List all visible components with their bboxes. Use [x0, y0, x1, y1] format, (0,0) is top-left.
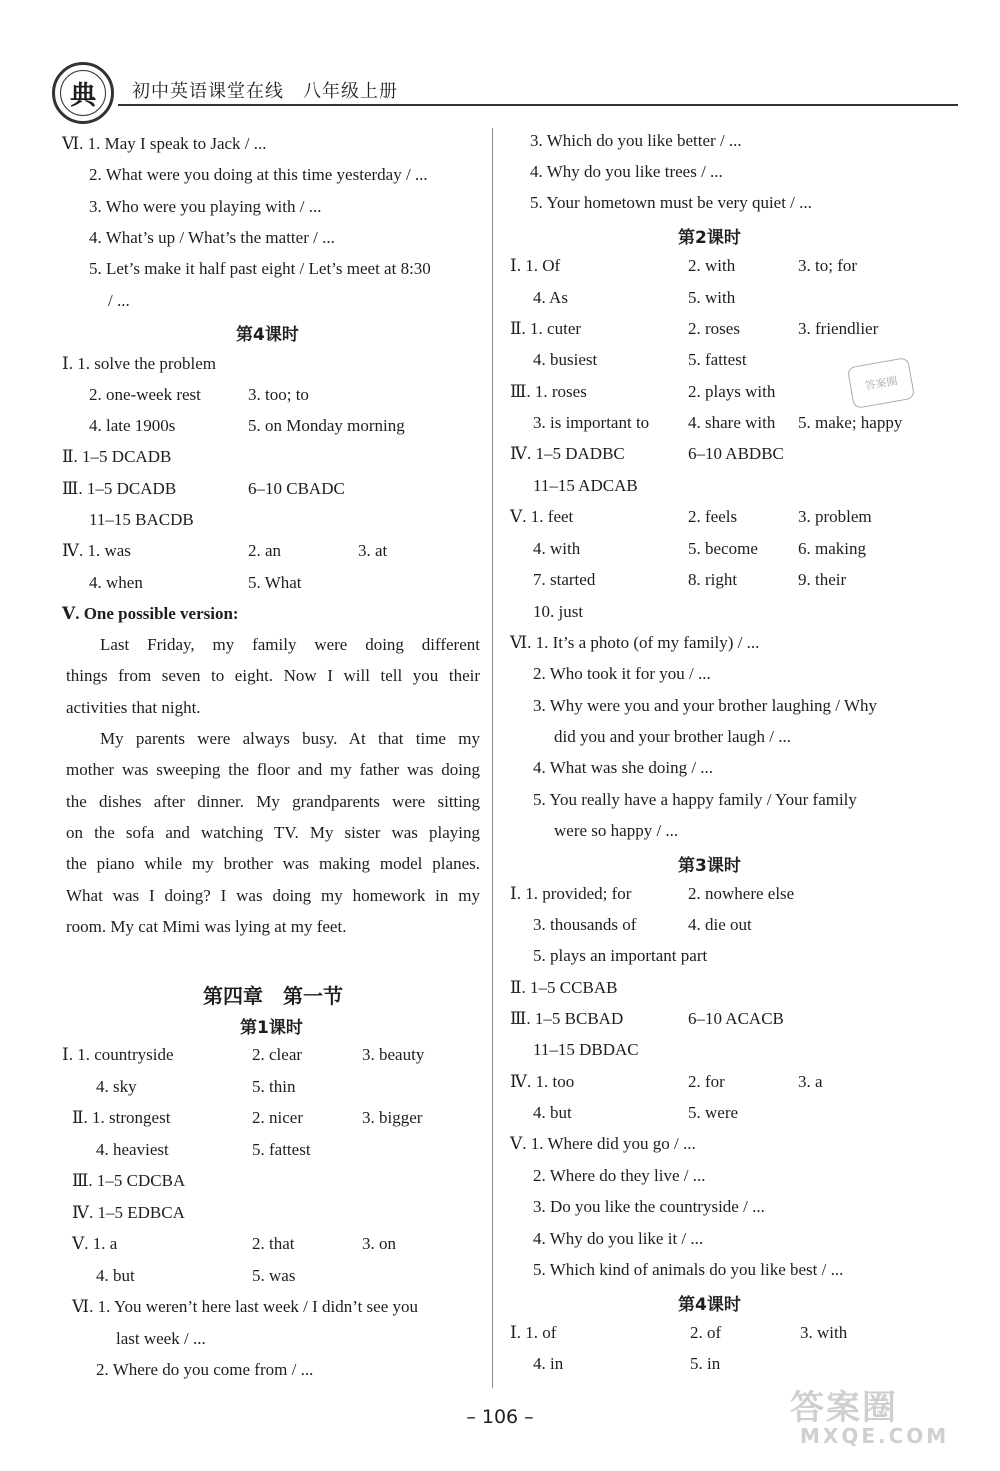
answer-cell: 2. an — [248, 541, 282, 560]
answer-line: 5. You really have a happy family / Your family — [533, 790, 857, 809]
page-number: – 106 – — [466, 1406, 534, 1428]
answer-cell: 2. with — [688, 256, 736, 275]
answer-cell: Ⅰ. 1. provided; for — [510, 884, 632, 903]
answer-cell: 4. die out — [688, 915, 752, 934]
answer-cell: 2. clear — [252, 1045, 303, 1064]
answer-line: were so happy / ... — [554, 821, 679, 840]
answer-line: Ⅱ. 1–5 CCBAB — [510, 978, 618, 997]
lesson-heading: 第1课时 — [240, 1018, 303, 1038]
answer-line: 3. Which do you like better / ... — [530, 131, 742, 150]
answer-line: 5. Your hometown must be very quiet / ... — [530, 193, 812, 212]
answer-cell: 6. making — [798, 539, 866, 558]
essay-line: Last Friday, my family were doing different — [100, 635, 480, 654]
lesson-heading: 第4课时 — [236, 325, 299, 345]
answer-line: 2. Where do you come from / ... — [96, 1360, 314, 1379]
answer-line: 3. Why were you and your brother laughing / Why — [533, 696, 878, 715]
answer-cell: 2. that — [252, 1234, 295, 1253]
answer-cell: 5. fattest — [252, 1140, 311, 1159]
answer-cell: 5. fattest — [688, 350, 747, 369]
answer-line: 11–15 ADCAB — [533, 476, 638, 495]
answer-cell: 5. become — [688, 539, 758, 558]
answer-line: 5. Let’s make it half past eight / Let’s meet at 8:30 — [89, 259, 431, 278]
answer-cell: 4. heaviest — [96, 1140, 169, 1159]
answer-cell: Ⅰ. 1. of — [510, 1323, 557, 1342]
answer-line: 2. What were you doing at this time yesterday / ... — [89, 165, 428, 184]
watermark-url: MXQE.COM — [800, 1424, 950, 1448]
answer-cell: Ⅱ. 1. cuter — [510, 319, 582, 338]
answer-cell: Ⅰ. 1. Of — [510, 256, 561, 275]
answer-cell: 8. right — [688, 570, 738, 589]
answer-cell: 3. on — [362, 1234, 396, 1253]
answer-line: 4. What’s up / What’s the matter / ... — [89, 228, 335, 247]
answer-line: Ⅴ. 1. Where did you go / ... — [510, 1134, 696, 1153]
answer-cell: 3. friendlier — [798, 319, 879, 338]
answer-cell: Ⅲ. 1–5 BCBAD — [510, 1009, 624, 1028]
answer-cell: 4. when — [89, 573, 143, 592]
essay-line: activities that night. — [66, 698, 201, 717]
essay-line: the dishes after dinner. My grandparents were sitting — [66, 792, 480, 811]
answer-cell: 3. bigger — [362, 1108, 423, 1127]
answer-cell: 4. but — [533, 1103, 572, 1122]
answer-cell: 3. a — [798, 1072, 823, 1091]
answer-cell: 5. was — [252, 1266, 296, 1285]
answer-cell: 3. too; to — [248, 385, 309, 404]
essay-line: the piano while my brother was making model planes. — [66, 854, 480, 873]
answer-cell: Ⅲ. 1–5 DCADB — [62, 479, 177, 498]
answer-cell: 3. to; for — [798, 256, 858, 275]
column-divider — [492, 128, 493, 1388]
answer-cell: 4. busiest — [533, 350, 598, 369]
answer-cell: 5. make; happy — [798, 413, 903, 432]
answer-cell: Ⅲ. 1. roses — [510, 382, 587, 401]
answer-line: 4. Why do you like it / ... — [533, 1229, 704, 1248]
lesson-heading: 第4课时 — [678, 1295, 741, 1315]
answer-line: 3. Do you like the countryside / ... — [533, 1197, 765, 1216]
answer-line: 5. Which kind of animals do you like best / ... — [533, 1260, 844, 1279]
answer-cell: 3. beauty — [362, 1045, 425, 1064]
answer-line: did you and your brother laugh / ... — [554, 727, 792, 746]
answer-cell: 4. but — [96, 1266, 135, 1285]
answer-line: last week / ... — [116, 1329, 206, 1348]
answer-line: 3. Who were you playing with / ... — [89, 197, 322, 216]
essay-line: on the sofa and watching TV. My sister was playing — [66, 823, 480, 842]
answer-cell: 4. with — [533, 539, 581, 558]
answer-cell: 2. of — [690, 1323, 722, 1342]
answer-line: 2. Where do they live / ... — [533, 1166, 706, 1185]
essay-line: mother was sweeping the floor and my father was doing — [66, 760, 480, 779]
header-rule — [118, 104, 958, 106]
answer-cell: 2. one-week rest — [89, 385, 201, 404]
answer-cell: 3. at — [358, 541, 388, 560]
answer-line: 11–15 BACDB — [89, 510, 194, 529]
header-title: 初中英语课堂在线 八年级上册 — [132, 81, 398, 102]
answer-cell: 4. in — [533, 1354, 564, 1373]
essay-line: My parents were always busy. At that time my — [100, 729, 480, 748]
answer-line: Ⅵ. 1. May I speak to Jack / ... — [62, 134, 267, 153]
lesson-heading: 第3课时 — [678, 856, 741, 876]
answer-line: 11–15 DBDAC — [533, 1040, 639, 1059]
answer-cell: 5. thin — [252, 1077, 296, 1096]
answer-line: / ... — [108, 291, 130, 310]
answer-cell: 3. is important to — [533, 413, 650, 432]
answer-cell: Ⅳ. 1. too — [510, 1072, 575, 1091]
answer-cell: 5. with — [688, 288, 736, 307]
answer-cell: Ⅳ. 1–5 DADBC — [510, 444, 625, 463]
answer-line: Ⅱ. 1–5 DCADB — [62, 447, 172, 466]
answer-line: Ⅲ. 1–5 CDCBA — [72, 1171, 186, 1190]
answer-cell: 10. just — [533, 602, 584, 621]
lesson-heading: 第2课时 — [678, 228, 741, 248]
answer-cell: Ⅴ. 1. a — [72, 1234, 118, 1253]
answer-cell: Ⅰ. 1. countryside — [62, 1045, 174, 1064]
answer-cell: 4. share with — [688, 413, 776, 432]
answer-line: Ⅵ. 1. It’s a photo (of my family) / ... — [510, 633, 760, 652]
answer-cell: 2. roses — [688, 319, 740, 338]
essay-line: room. My cat Mimi was lying at my feet. — [66, 917, 347, 936]
answer-line: Ⅳ. 1–5 EDBCA — [72, 1203, 185, 1222]
answer-cell: 6–10 CBADC — [248, 479, 345, 498]
answer-cell: 4. late 1900s — [89, 416, 176, 435]
answer-line: 2. Who took it for you / ... — [533, 664, 711, 683]
answer-cell: 3. problem — [798, 507, 872, 526]
answer-cell: 2. nowhere else — [688, 884, 795, 903]
answer-cell: 2. feels — [688, 507, 738, 526]
answer-cell: 2. for — [688, 1072, 725, 1091]
answer-cell: 7. started — [533, 570, 596, 589]
answer-cell: 9. their — [798, 570, 847, 589]
answer-line: 4. What was she doing / ... — [533, 758, 714, 777]
watermark-stamp: 答案圈 — [847, 357, 915, 409]
essay-line: things from seven to eight. Now I will tell you their — [66, 666, 480, 685]
answer-cell: 6–10 ABDBC — [688, 444, 784, 463]
answer-cell: 5. on Monday morning — [248, 416, 405, 435]
answer-cell: 2. nicer — [252, 1108, 303, 1127]
book-logo — [52, 62, 114, 124]
answer-cell: 4. As — [533, 288, 568, 307]
answer-cell: 4. sky — [96, 1077, 137, 1096]
answer-cell: 5. were — [688, 1103, 739, 1122]
answer-line: Ⅵ. 1. You weren’t here last week / I didn’t see you — [72, 1297, 419, 1316]
answer-cell: 3. thousands of — [533, 915, 637, 934]
answer-cell: 5. in — [690, 1354, 721, 1373]
answer-line: Ⅰ. 1. solve the problem — [62, 354, 217, 373]
answer-line: Ⅴ. One possible version: — [62, 604, 239, 623]
chapter-heading: 第四章 第一节 — [203, 984, 343, 1008]
answer-cell: 5. What — [248, 573, 302, 592]
essay-line: What was I doing? I was doing my homework in my — [66, 886, 480, 905]
answer-line: 5. plays an important part — [533, 946, 708, 965]
answer-line: 4. Why do you like trees / ... — [530, 162, 723, 181]
answer-cell: 6–10 ACACB — [688, 1009, 784, 1028]
answer-cell: Ⅳ. 1. was — [62, 541, 131, 560]
watermark-logo: 答案圈 — [790, 1388, 898, 1428]
answer-cell: 2. plays with — [688, 382, 776, 401]
answer-cell: 3. with — [800, 1323, 848, 1342]
logo-char: 典 — [60, 70, 106, 116]
answer-cell: Ⅴ. 1. feet — [510, 507, 574, 526]
answer-cell: Ⅱ. 1. strongest — [72, 1108, 171, 1127]
